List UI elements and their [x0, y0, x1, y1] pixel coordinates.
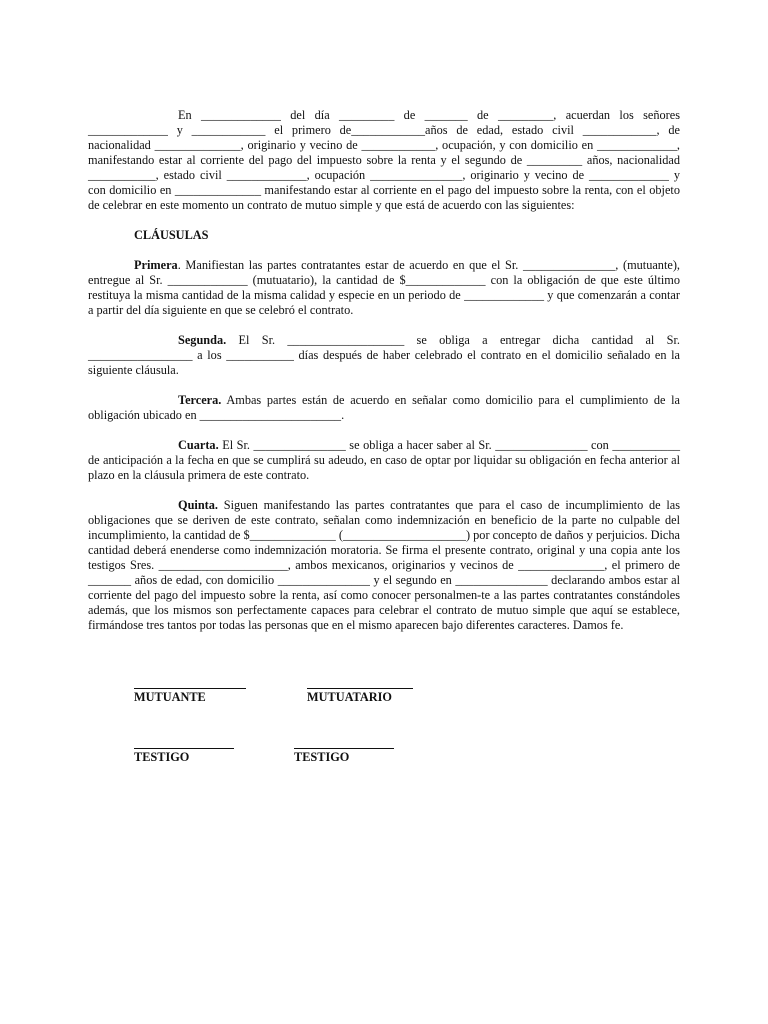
clause-quinta-label: Quinta.	[178, 498, 218, 512]
clause-primera-text: . Manifiestan las partes contratantes estar de acuerdo en que el Sr. _______________, (mutuante), entregue al Sr. _____________ (mutuatario), la cantidad de $_____________ con la obligación de que este último restituya la misma cantidad de la misma calidad y especie en un periodo de _____________ y que comenzarán a contar a partir del día siguiente en que se celebró el contrato.	[88, 258, 680, 317]
signature-mutuatario: MUTUATARIO	[307, 688, 413, 705]
clause-quinta	[88, 498, 680, 633]
clause-cuarta	[88, 438, 680, 483]
clause-cuarta-label: Cuarta.	[178, 438, 219, 452]
clause-quinta-text: Siguen manifestando las partes contratantes que para el caso de incumplimiento de las obligaciones que se deriven de este contrato, señalan como indemnización en beneficio de la parte no culpable del incumplimiento, la cantidad de $______________ (____________________) por concepto de daños y perjuicios. Dicha cantidad deberá enenderse como indemnización moratoria. Se firma el presente contrato, original y una copia ante los testigos Sres. _____________________, ambos mexicanos, originarios y vecinos de ______________, el primero de _______ años de edad, con domicilio _______________ y el segundo en _______________ declarando ambos estar al corriente del pago del impuesto sobre la renta, así como conocer personalmen-te a las partes contratantes constándoles además, que los mismos son perfectamente capaces para celebrar el contrato de mutuo simple que aquí se establece, firmándose tres tantos por todas las personas que en el mismo aparecen bajo diferentes caracteres. Damos fe.	[88, 498, 680, 632]
clause-cuarta-text: El Sr. _______________ se obliga a hacer saber al Sr. _______________ con ___________ de anticipación a la fecha en que se cumplirá su adeudo, en caso de optar por liquidar su obligación en fecha anterior al plazo en la cláusula primera de este contrato.	[88, 438, 680, 482]
signature-mutuante: MUTUANTE	[134, 688, 246, 705]
clause-tercera-label: Tercera.	[178, 393, 222, 407]
clause-tercera	[88, 393, 680, 423]
clause-segunda-text: El Sr. ___________________ se obliga a entregar dicha cantidad al Sr. _________________ a los ___________ días después de haber celebrado el contrato en el domicilio señalado en la siguiente cláusula.	[88, 333, 680, 377]
clause-primera	[88, 258, 680, 318]
clausulas-heading: CLÁUSULAS	[134, 228, 209, 242]
clause-tercera-text: Ambas partes están de acuerdo en señalar como domicilio para el cumplimiento de la obligación ubicado en _______________________.	[88, 393, 680, 422]
signature-testigo-2: TESTIGO	[294, 748, 394, 765]
clause-segunda	[88, 333, 680, 378]
contract-body	[88, 108, 680, 633]
intro-paragraph: En _____________ del día _________ de _______ de _________, acuerdan los señores _____________ y ____________ el primero de____________años de edad, estado civil ____________, de nacionalidad ______________, originario y vecino de ____________, ocupación, y con domicilio en _____________, manifestando estar al corriente del pago del impuesto sobre la renta y el segundo de _________ años, nacionalidad ___________, estado civil _____________, ocupación _______________, originario y vecino de _____________ y con domicilio en ______________ manifestando estar al corriente en el pago del impuesto sobre la renta, con el objeto de celebrar en este momento un contrato de mutuo simple y que está de acuerdo con las siguientes:	[88, 108, 680, 212]
signature-testigo-1: TESTIGO	[134, 748, 234, 765]
clause-segunda-label: Segunda.	[178, 333, 227, 347]
clause-primera-label: Primera	[134, 258, 178, 272]
